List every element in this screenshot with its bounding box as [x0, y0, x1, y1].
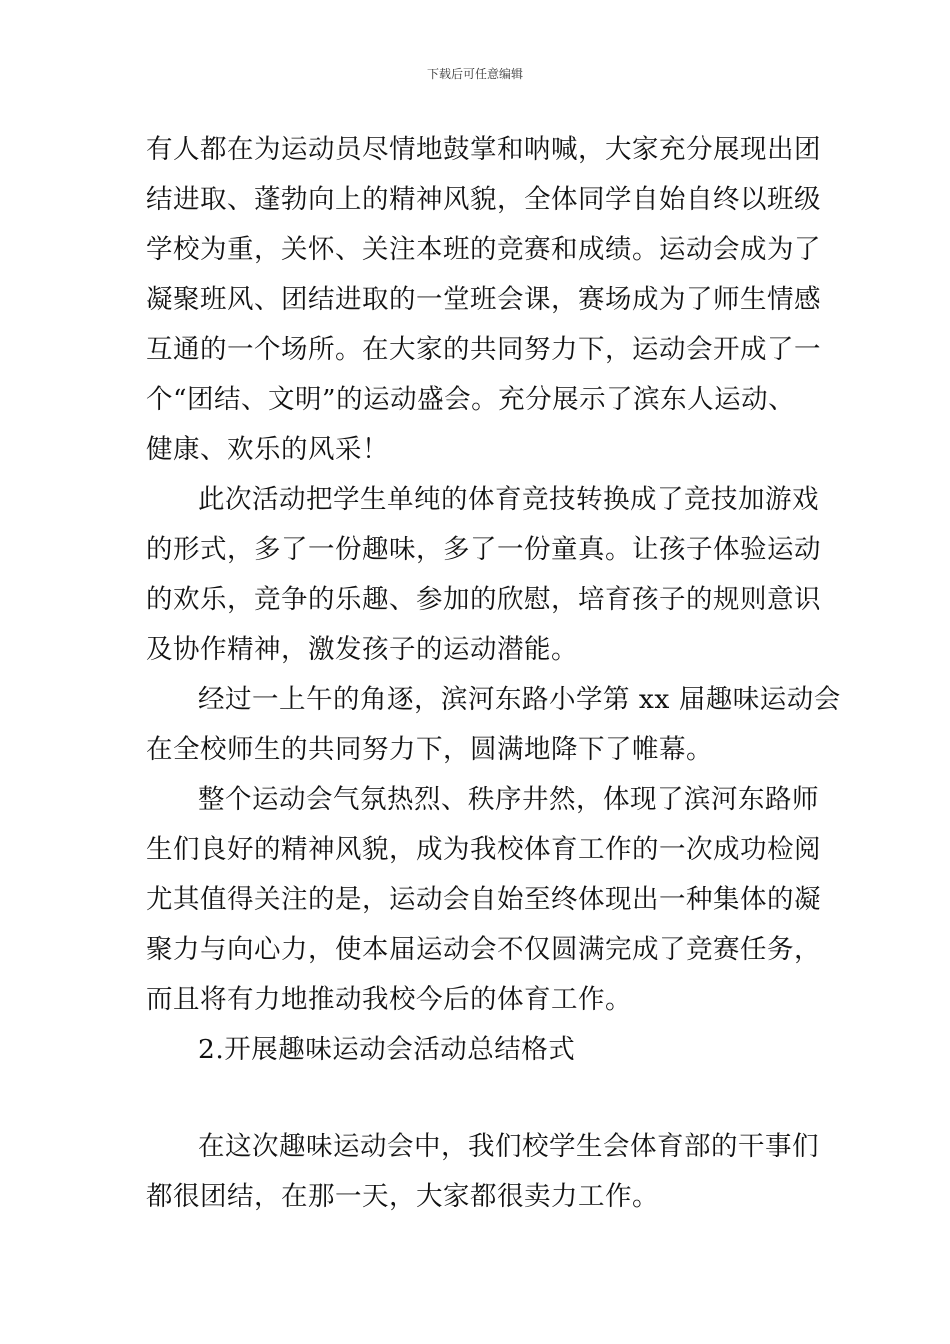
paragraph-line: 健康、欢乐的风采！: [146, 434, 389, 465]
paragraph-line: 学校为重，关怀、关注本班的竞赛和成绩。运动会成为了: [146, 234, 821, 265]
paragraph-line: 经过一上午的角逐，滨河东路小学第 xx 届趣味运动会: [198, 684, 841, 715]
paragraph-line: 尤其值得关注的是，运动会自始至终体现出一种集体的凝: [146, 884, 821, 915]
paragraph-line: 生们良好的精神风貌，成为我校体育工作的一次成功检阅: [146, 834, 821, 865]
paragraph-line: 互通的一个场所。在大家的共同努力下，运动会开成了一: [146, 334, 821, 365]
paragraph-line: 而且将有力地推动我校今后的体育工作。: [146, 984, 632, 1015]
page-header: 下载后可任意编辑: [426, 67, 523, 81]
paragraph-line: 在全校师生的共同努力下，圆满地降下了帷幕。: [146, 734, 713, 765]
paragraph-line: 的形式，多了一份趣味，多了一份童真。让孩子体验运动: [146, 534, 821, 565]
paragraph-line: 聚力与向心力，使本届运动会不仅圆满完成了竞赛任务，: [146, 934, 821, 965]
paragraph-line: 个“团结、文明”的运动盛会。充分展示了滨东人运动、: [146, 384, 796, 415]
paragraph-line: 有人都在为运动员尽情地鼓掌和呐喊，大家充分展现出团: [146, 134, 821, 165]
paragraph-line: 此次活动把学生单纯的体育竞技转换成了竞技加游戏: [198, 484, 819, 515]
paragraph-line: 在这次趣味运动会中，我们校学生会体育部的干事们: [198, 1131, 819, 1162]
paragraph-line: 及协作精神，激发孩子的运动潜能。: [146, 634, 578, 665]
paragraph-line: 结进取、蓬勃向上的精神风貌，全体同学自始自终以班级: [146, 184, 821, 215]
paragraph-line: 凝聚班风、团结进取的一堂班会课，赛场成为了师生情感: [146, 284, 821, 315]
paragraph-line: 都很团结，在那一天，大家都很卖力工作。: [146, 1181, 659, 1212]
paragraph-line: 整个运动会气氛热烈、秩序井然，体现了滨河东路师: [198, 784, 819, 815]
section-heading: 2.开展趣味运动会活动总结格式: [198, 1034, 576, 1065]
paragraph-line: 的欢乐，竞争的乐趣、参加的欣慰，培育孩子的规则意识: [146, 584, 821, 615]
